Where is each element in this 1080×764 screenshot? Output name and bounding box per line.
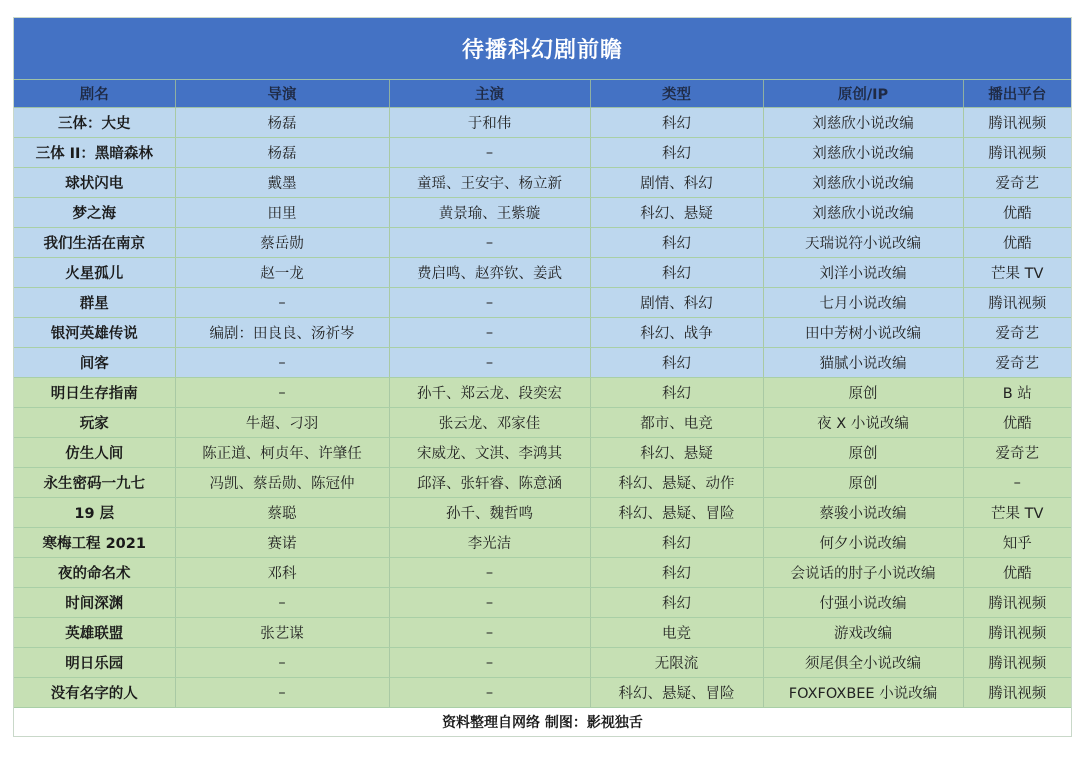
drama-title-cell: 我们生活在南京 — [14, 228, 175, 258]
genre-cell: 科幻 — [590, 348, 763, 378]
source-cell: 何夕小说改编 — [763, 528, 963, 558]
genre-cell: 科幻 — [590, 378, 763, 408]
director-cell: 冯凯、蔡岳勋、陈冠仲 — [175, 468, 389, 498]
source-credit: 资料整理自网络 制图：影视独舌 — [14, 708, 1071, 736]
drama-table — [14, 80, 1071, 708]
platform-cell: 腾讯视频 — [963, 678, 1071, 708]
cast-cell: 孙千、魏哲鸣 — [389, 498, 590, 528]
source-cell: 付强小说改编 — [763, 588, 963, 618]
platform-cell: 优酷 — [963, 558, 1071, 588]
table-row — [14, 558, 1071, 588]
source-cell: 刘洋小说改编 — [763, 258, 963, 288]
cast-cell: – — [389, 138, 590, 168]
director-cell: 牛超、刁羽 — [175, 408, 389, 438]
director-cell: – — [175, 678, 389, 708]
cast-cell: – — [389, 558, 590, 588]
drama-title-cell: 时间深渊 — [14, 588, 175, 618]
drama-title-cell: 英雄联盟 — [14, 618, 175, 648]
column-header-title: 剧名 — [14, 80, 175, 108]
genre-cell: 科幻、悬疑、动作 — [590, 468, 763, 498]
table-row — [14, 198, 1071, 228]
cast-cell: 孙千、郑云龙、段奕宏 — [389, 378, 590, 408]
genre-cell: 科幻 — [590, 528, 763, 558]
table-row — [14, 348, 1071, 378]
source-cell: 原创 — [763, 468, 963, 498]
director-cell: 赛诺 — [175, 528, 389, 558]
genre-cell: 科幻 — [590, 108, 763, 138]
drama-title-cell: 银河英雄传说 — [14, 318, 175, 348]
cast-cell: – — [389, 678, 590, 708]
director-cell: 蔡聪 — [175, 498, 389, 528]
column-header-cast: 主演 — [389, 80, 590, 108]
genre-cell: 科幻、悬疑 — [590, 438, 763, 468]
platform-cell: 爱奇艺 — [963, 438, 1071, 468]
drama-title-cell: 寒梅工程 2021 — [14, 528, 175, 558]
cast-cell: 宋威龙、文淇、李鸿其 — [389, 438, 590, 468]
genre-cell: 无限流 — [590, 648, 763, 678]
cast-cell: – — [389, 588, 590, 618]
table-row — [14, 168, 1071, 198]
drama-title-cell: 仿生人间 — [14, 438, 175, 468]
drama-title-cell: 明日生存指南 — [14, 378, 175, 408]
column-header-platform: 播出平台 — [963, 80, 1071, 108]
cast-cell: – — [389, 228, 590, 258]
genre-cell: 科幻 — [590, 138, 763, 168]
table-body — [14, 108, 1071, 708]
table-row — [14, 228, 1071, 258]
platform-cell: 芒果 TV — [963, 258, 1071, 288]
source-cell: 夜 X 小说改编 — [763, 408, 963, 438]
source-cell: 刘慈欣小说改编 — [763, 108, 963, 138]
platform-cell: 爱奇艺 — [963, 318, 1071, 348]
director-cell: 陈正道、柯贞年、许肇任 — [175, 438, 389, 468]
cast-cell: 于和伟 — [389, 108, 590, 138]
table-row — [14, 588, 1071, 618]
column-header-genre: 类型 — [590, 80, 763, 108]
cast-cell: – — [389, 648, 590, 678]
platform-cell: 爱奇艺 — [963, 168, 1071, 198]
table-row — [14, 648, 1071, 678]
sci-fi-drama-table-card — [13, 17, 1072, 737]
platform-cell: 知乎 — [963, 528, 1071, 558]
director-cell: – — [175, 588, 389, 618]
platform-cell: B 站 — [963, 378, 1071, 408]
table-row — [14, 528, 1071, 558]
director-cell: – — [175, 288, 389, 318]
genre-cell: 科幻、悬疑、冒险 — [590, 678, 763, 708]
genre-cell: 电竞 — [590, 618, 763, 648]
drama-title-cell: 三体 II：黑暗森林 — [14, 138, 175, 168]
genre-cell: 科幻 — [590, 558, 763, 588]
source-cell: 田中芳树小说改编 — [763, 318, 963, 348]
genre-cell: 科幻、战争 — [590, 318, 763, 348]
column-header-director: 导演 — [175, 80, 389, 108]
source-cell: 刘慈欣小说改编 — [763, 168, 963, 198]
drama-title-cell: 没有名字的人 — [14, 678, 175, 708]
director-cell: 蔡岳勋 — [175, 228, 389, 258]
cast-cell: – — [389, 318, 590, 348]
director-cell: 张艺谋 — [175, 618, 389, 648]
director-cell: 编剧：田良良、汤祈岑 — [175, 318, 389, 348]
source-cell: 七月小说改编 — [763, 288, 963, 318]
platform-cell: 腾讯视频 — [963, 618, 1071, 648]
genre-cell: 都市、电竞 — [590, 408, 763, 438]
genre-cell: 剧情、科幻 — [590, 288, 763, 318]
table-row — [14, 108, 1071, 138]
source-cell: 蔡骏小说改编 — [763, 498, 963, 528]
source-cell: FOXFOXBEE 小说改编 — [763, 678, 963, 708]
table-row — [14, 618, 1071, 648]
director-cell: – — [175, 378, 389, 408]
genre-cell: 科幻 — [590, 228, 763, 258]
cast-cell: – — [389, 618, 590, 648]
drama-title-cell: 间客 — [14, 348, 175, 378]
drama-title-cell: 夜的命名术 — [14, 558, 175, 588]
director-cell: – — [175, 348, 389, 378]
director-cell: 邓科 — [175, 558, 389, 588]
genre-cell: 科幻 — [590, 588, 763, 618]
source-cell: 猫腻小说改编 — [763, 348, 963, 378]
cast-cell: 李光洁 — [389, 528, 590, 558]
cast-cell: 童瑶、王安宇、杨立新 — [389, 168, 590, 198]
table-row — [14, 678, 1071, 708]
source-cell: 原创 — [763, 438, 963, 468]
genre-cell: 科幻、悬疑 — [590, 198, 763, 228]
director-cell: 戴墨 — [175, 168, 389, 198]
column-header-source: 原创/IP — [763, 80, 963, 108]
platform-cell: 腾讯视频 — [963, 138, 1071, 168]
cast-cell: 张云龙、邓家佳 — [389, 408, 590, 438]
genre-cell: 科幻、悬疑、冒险 — [590, 498, 763, 528]
platform-cell: 优酷 — [963, 228, 1071, 258]
drama-title-cell: 永生密码一九七 — [14, 468, 175, 498]
drama-title-cell: 球状闪电 — [14, 168, 175, 198]
source-cell: 刘慈欣小说改编 — [763, 138, 963, 168]
platform-cell: 爱奇艺 — [963, 348, 1071, 378]
drama-title-cell: 群星 — [14, 288, 175, 318]
table-row — [14, 378, 1071, 408]
platform-cell: 优酷 — [963, 198, 1071, 228]
platform-cell: 腾讯视频 — [963, 588, 1071, 618]
table-row — [14, 288, 1071, 318]
cast-cell: – — [389, 348, 590, 378]
table-row — [14, 498, 1071, 528]
genre-cell: 剧情、科幻 — [590, 168, 763, 198]
table-row — [14, 318, 1071, 348]
cast-cell: 黄景瑜、王紫璇 — [389, 198, 590, 228]
drama-title-cell: 玩家 — [14, 408, 175, 438]
platform-cell: 腾讯视频 — [963, 288, 1071, 318]
source-cell: 原创 — [763, 378, 963, 408]
drama-title-cell: 三体：大史 — [14, 108, 175, 138]
drama-title-cell: 梦之海 — [14, 198, 175, 228]
director-cell: – — [175, 648, 389, 678]
platform-cell: 腾讯视频 — [963, 108, 1071, 138]
table-row — [14, 438, 1071, 468]
source-cell: 刘慈欣小说改编 — [763, 198, 963, 228]
drama-title-cell: 火星孤儿 — [14, 258, 175, 288]
cast-cell: 费启鸣、赵弈钦、姜武 — [389, 258, 590, 288]
source-cell: 天瑞说符小说改编 — [763, 228, 963, 258]
cast-cell: – — [389, 288, 590, 318]
header-row — [14, 80, 1071, 108]
platform-cell: 芒果 TV — [963, 498, 1071, 528]
drama-title-cell: 19 层 — [14, 498, 175, 528]
platform-cell: – — [963, 468, 1071, 498]
platform-cell: 优酷 — [963, 408, 1071, 438]
source-cell: 会说话的肘子小说改编 — [763, 558, 963, 588]
table-title: 待播科幻剧前瞻 — [14, 18, 1071, 80]
drama-title-cell: 明日乐园 — [14, 648, 175, 678]
cast-cell: 邱泽、张轩睿、陈意涵 — [389, 468, 590, 498]
table-row — [14, 408, 1071, 438]
table-row — [14, 468, 1071, 498]
platform-cell: 腾讯视频 — [963, 648, 1071, 678]
table-row — [14, 258, 1071, 288]
director-cell: 杨磊 — [175, 138, 389, 168]
director-cell: 赵一龙 — [175, 258, 389, 288]
director-cell: 杨磊 — [175, 108, 389, 138]
director-cell: 田里 — [175, 198, 389, 228]
source-cell: 须尾俱全小说改编 — [763, 648, 963, 678]
source-cell: 游戏改编 — [763, 618, 963, 648]
table-row — [14, 138, 1071, 168]
genre-cell: 科幻 — [590, 258, 763, 288]
